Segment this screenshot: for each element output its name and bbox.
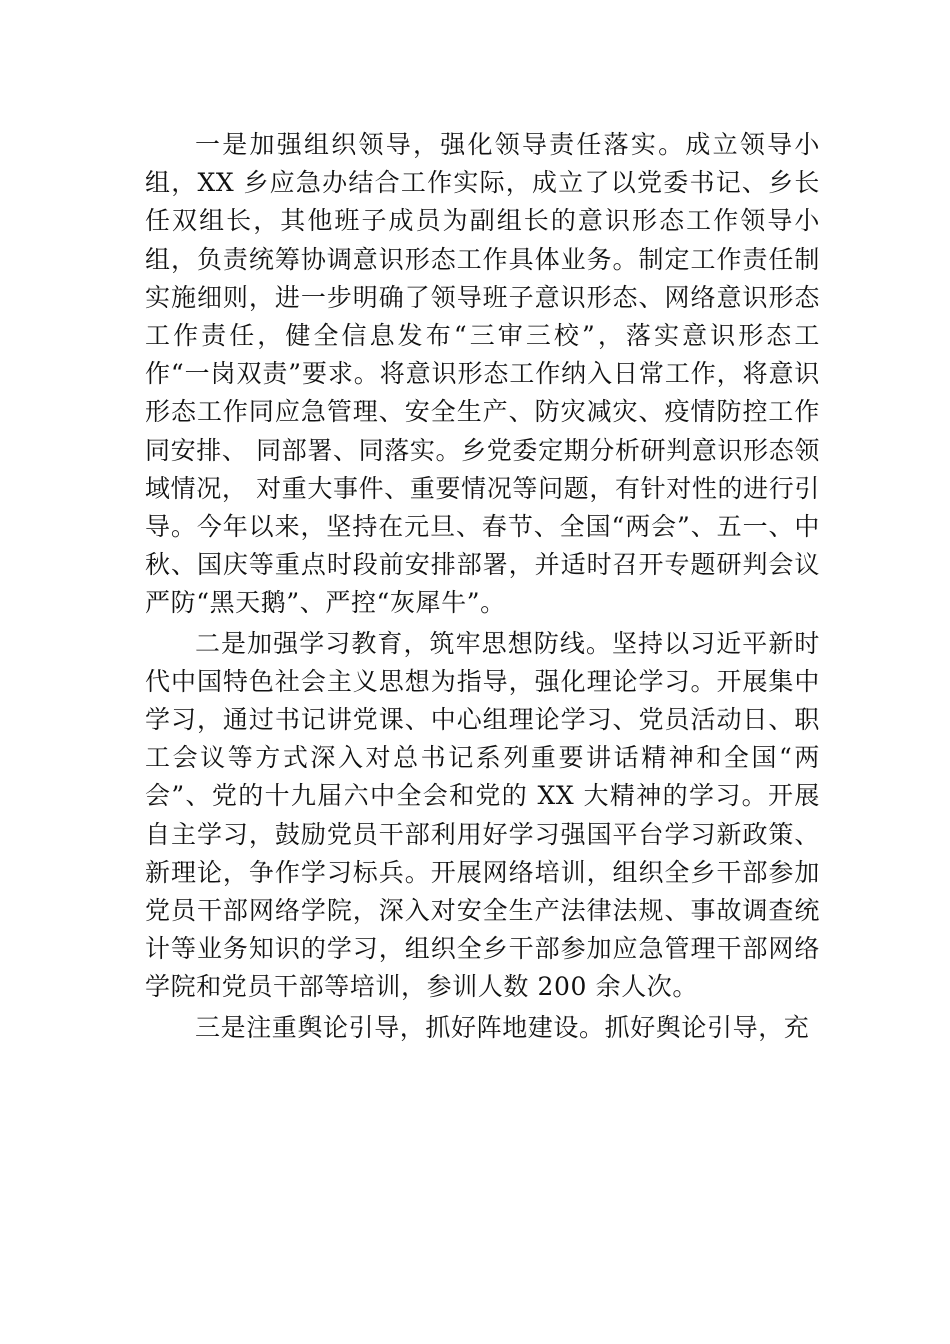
paragraph-organization-leadership: 一是加强组织领导，强化领导责任落实。成立领导小组，XX 乡应急办结合工作实际，成立了以党委书记、乡长任双组长，其他班子成员为副组长的意识形态工作领导小组，负责统筹协调意识形态工作具体业务。制定工作责任制实施细则，进一步明确了领导班子意识形态、网络意识形态工作责任，健全信息发布“三审三校”，落实意识形态工作“一岗双责”要求。将意识形态工作纳入日常工作，将意识形态工作同应急管理、安全生产、防灾减灾、疫情防控工作同安排、 同部署、同落实。乡党委定期分析研判意识形态领域情况， 对重大事件、重要情况等问题，有针对性的进行引导。今年以来，坚持在元旦、春节、全国“两会”、五一、中秋、国庆等重点时段前安排部署，并适时召开专题研判会议严防“黑天鹅”、严控“灰犀牛”。	[145, 130, 820, 618]
paragraph-public-opinion: 三是注重舆论引导，抓好阵地建设。抓好舆论引导，充	[195, 1012, 810, 1042]
document-body	[145, 126, 820, 1047]
paragraph-learning-education: 二是加强学习教育，筑牢思想防线。坚持以习近平新时代中国特色社会主义思想为指导，强化理论学习。开展集中学习，通过书记讲党课、中心组理论学习、党员活动日、职工会议等方式深入对总书记系列重要讲话精神和全国“两会”、党的十九届六中全会和党的 XX 大精神的学习。开展自主学习，鼓励党员干部利用好学习强国平台学习新政策、新理论，争作学习标兵。开展网络培训，组织全乡干部参加党员干部网络学院，深入对安全生产法律法规、事故调查统计等业务知识的学习，组织全乡干部参加应急管理干部网络学院和党员干部等培训，参训人数 200 余人次。	[145, 628, 820, 1002]
